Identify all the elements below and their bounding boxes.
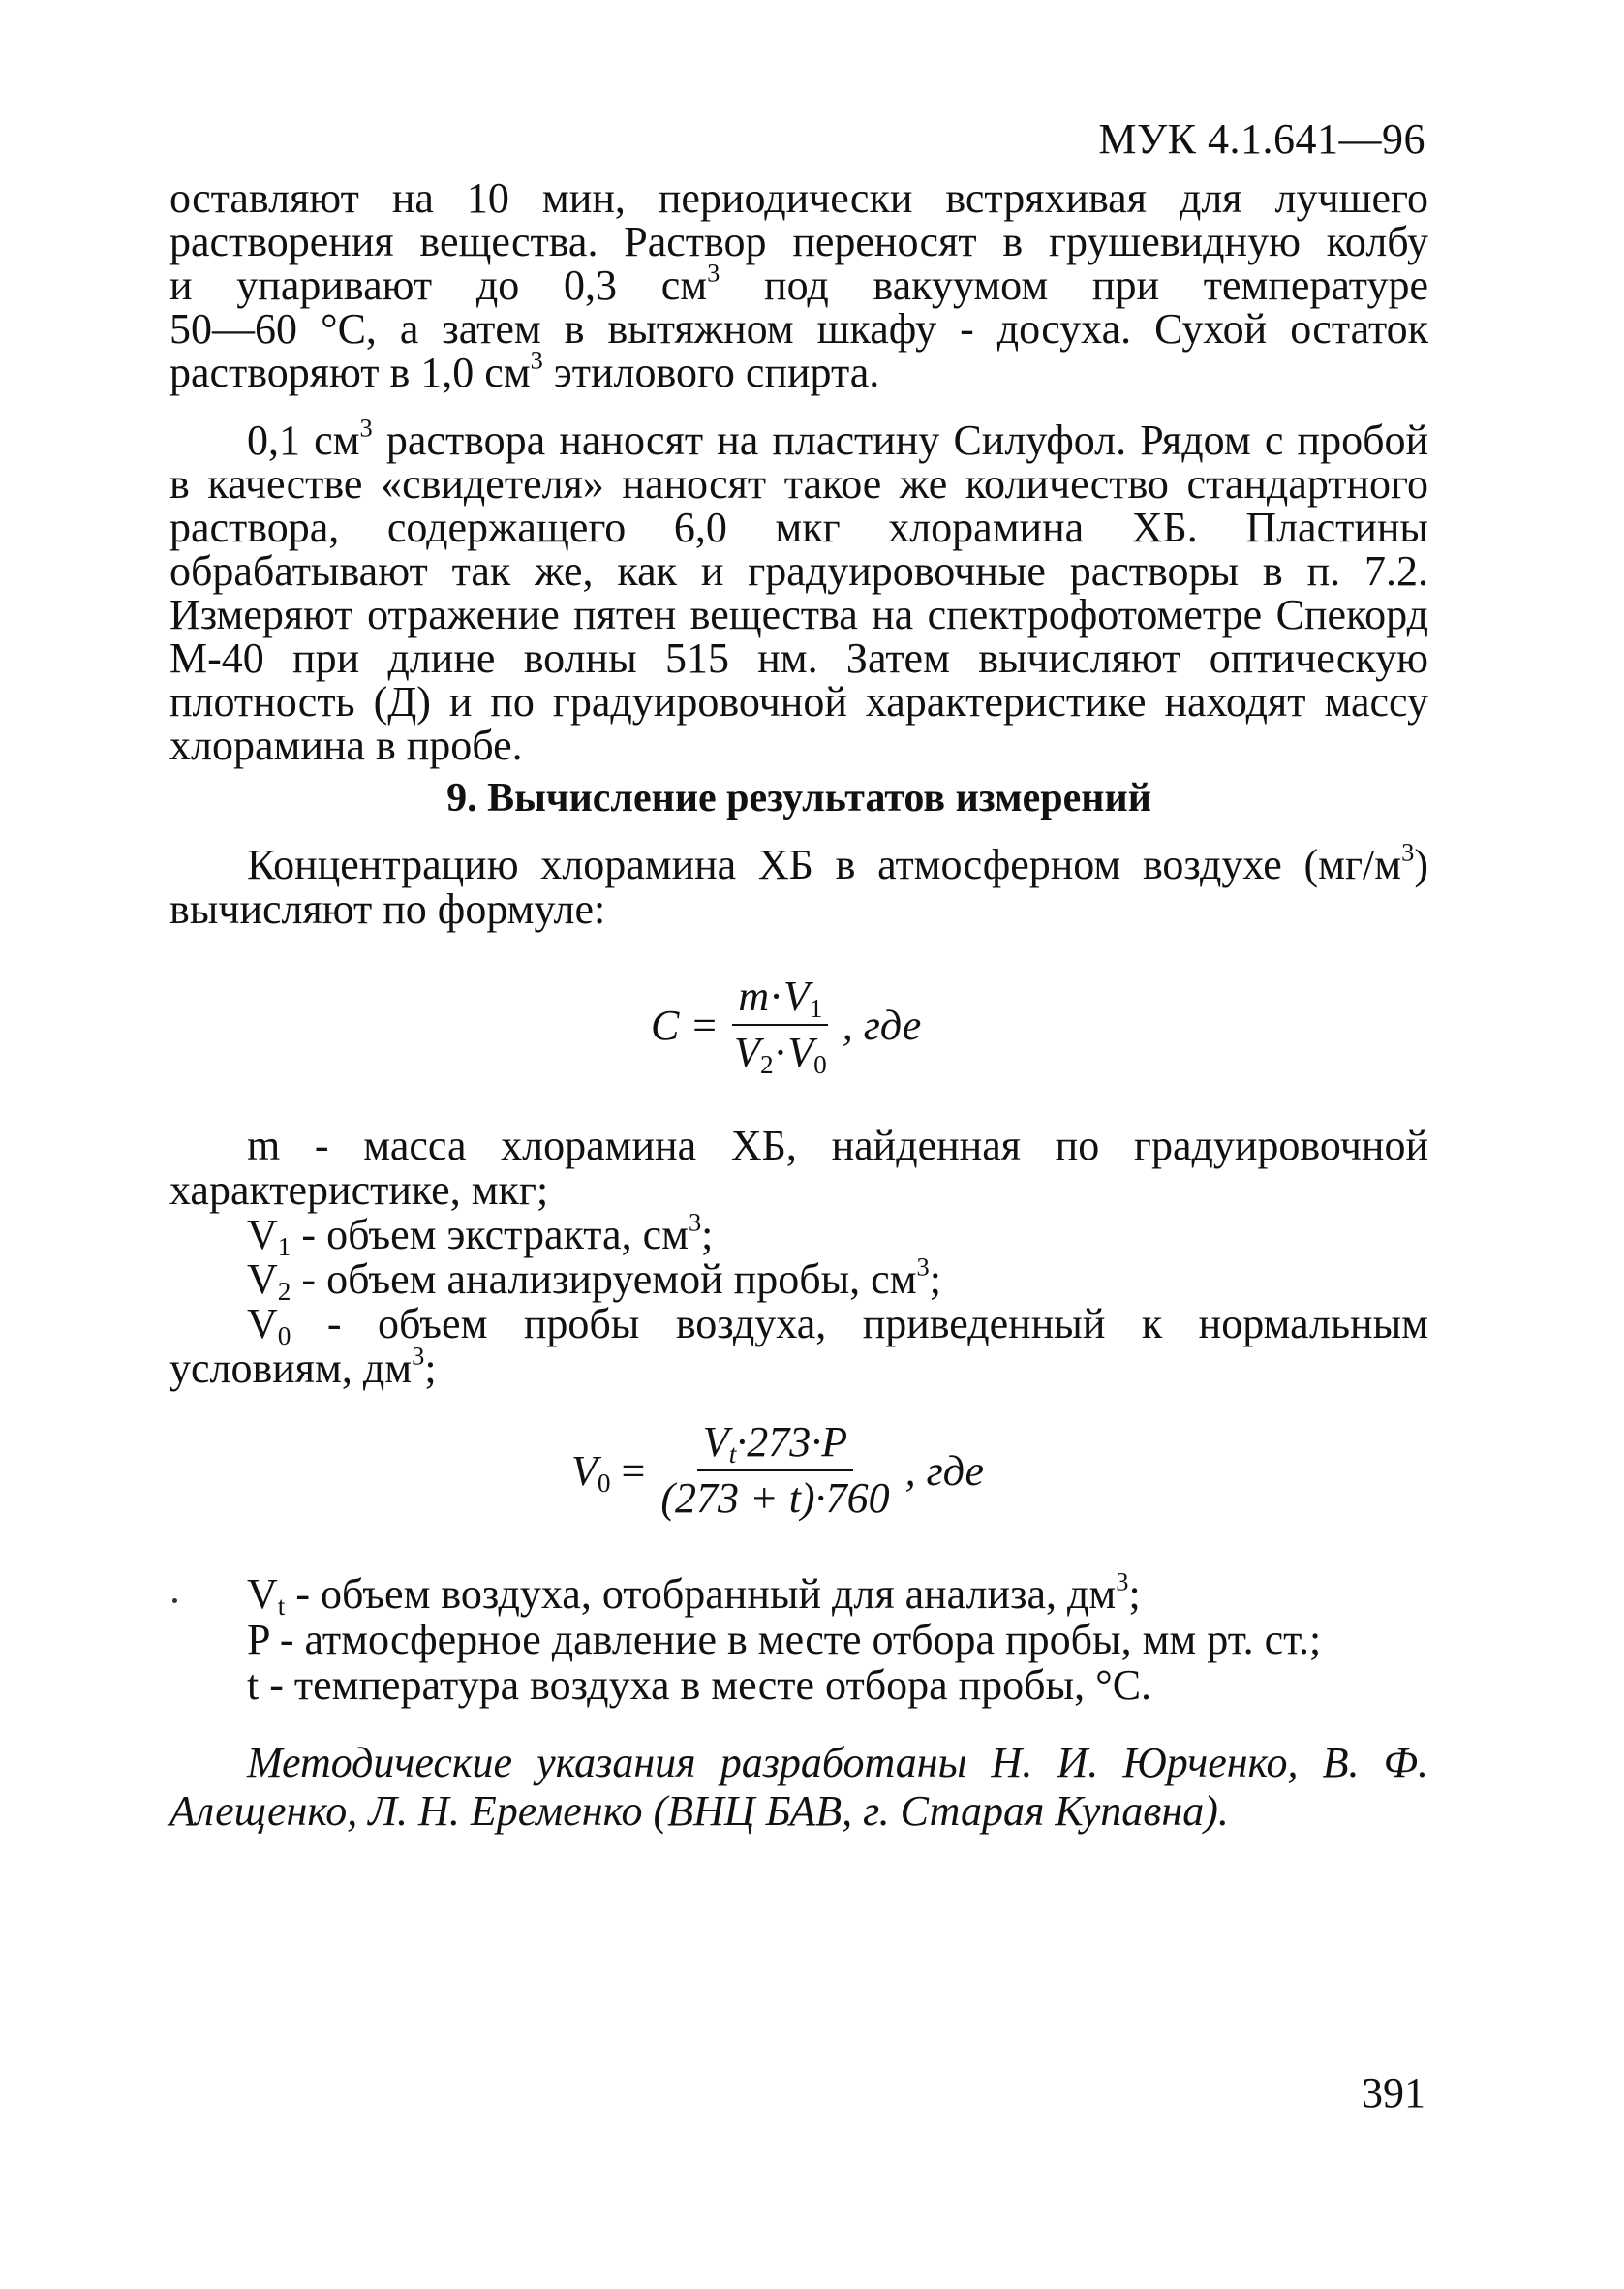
- formula1-fraction: $\frac{m\cdot V_1}{V_2\cdot V_0}$: [734, 973, 827, 1079]
- def-p: P - атмосферное давление в месте отбора пробы, мм рт. ст.;: [247, 1616, 1322, 1663]
- para1-line4: 50—60 °С, а затем в вытяжном шкафу - досуха. Сухой остаток: [169, 305, 1428, 353]
- definitions-formula1: [169, 1124, 1428, 1391]
- def-vt: $V_t$ - объем воздуха, отобранный для анализа, $дм^3$;: [247, 1566, 1141, 1621]
- para1-line2: растворения вещества. Раствор переносят в грушевидную колбу: [169, 218, 1428, 265]
- para2-text: 0,1 $см^3$ раствора наносят на пластину Силуфол. Рядом с пробой в качестве «свидетеля» наносят такое же количество стандартного раствора, содержащего 6,0 мкг хлорамина ХБ. Пластины обрабатывают так же, как и градуировочные растворы в п. 7.2. Измеряют отражение пятен вещества на спектрофотометре Спекорд М-40 при длине волны 515 нм. Затем вычисляют оптическую плотность (Д) и по градуировочной характеристике находят массу хлорамина в пробе.: [169, 413, 1428, 769]
- definitions-formula2: [169, 1566, 1428, 1709]
- section9-intro: Концентрацию хлорамина ХБ в атмосферном воздухе $(мг/м^3)$ вычисляют по формуле:: [169, 837, 1428, 933]
- para1-line5: растворяют в 1,0 $см^3$ этилового спирта.: [169, 345, 880, 396]
- para1-line1: оставляют на 10 мин, периодически встряхивая для лучшего: [169, 174, 1428, 222]
- section-heading: 9. Вычисление результатов измерений: [446, 776, 1151, 820]
- def-m: m - масса хлорамина ХБ, найденная по градуировочной характеристике, мкг;: [169, 1122, 1428, 1214]
- paragraph-measurement: [169, 413, 1428, 769]
- def-t: t - температура воздуха в месте отбора пробы, °С.: [247, 1661, 1152, 1709]
- formula-concentration: C = $\frac{m\cdot V_1}{V_2\cdot V_0}$ , где: [651, 973, 922, 1079]
- paragraph-extraction: [169, 176, 1428, 394]
- document-code-header: МУК 4.1.641—96: [1098, 115, 1425, 163]
- def-v2: $V_2$ - объем анализируемой пробы, $см^3$;: [247, 1252, 941, 1306]
- para1-line3: и упаривают до 0,3 $см^3$ под вакуумом при температуре: [169, 258, 1428, 309]
- def-v0: $V_0$ - объем пробы воздуха, приведенный к нормальным условиям, $дм^3$;: [169, 1300, 1428, 1392]
- formula-normalized-volume: $V_0$ = $\frac{V_t\cdot 273\cdot P}{(273 + t)\cdot 760}$ , где: [571, 1418, 985, 1522]
- def-v1: $V_1$ - объем экстракта, $см^3$;: [247, 1207, 714, 1261]
- page-number: 391: [1362, 2069, 1425, 2117]
- formula2-fraction: $\frac{V_t\cdot 273\cdot P}{(273 + t)\cdot 760}$: [660, 1418, 890, 1522]
- authors-note: Методические указания разработаны Н. И. Юрченко, В. Ф. Алещенко, Л. Н. Еременко (ВНЦ БАВ, г. Старая Купавна).: [169, 1739, 1428, 1835]
